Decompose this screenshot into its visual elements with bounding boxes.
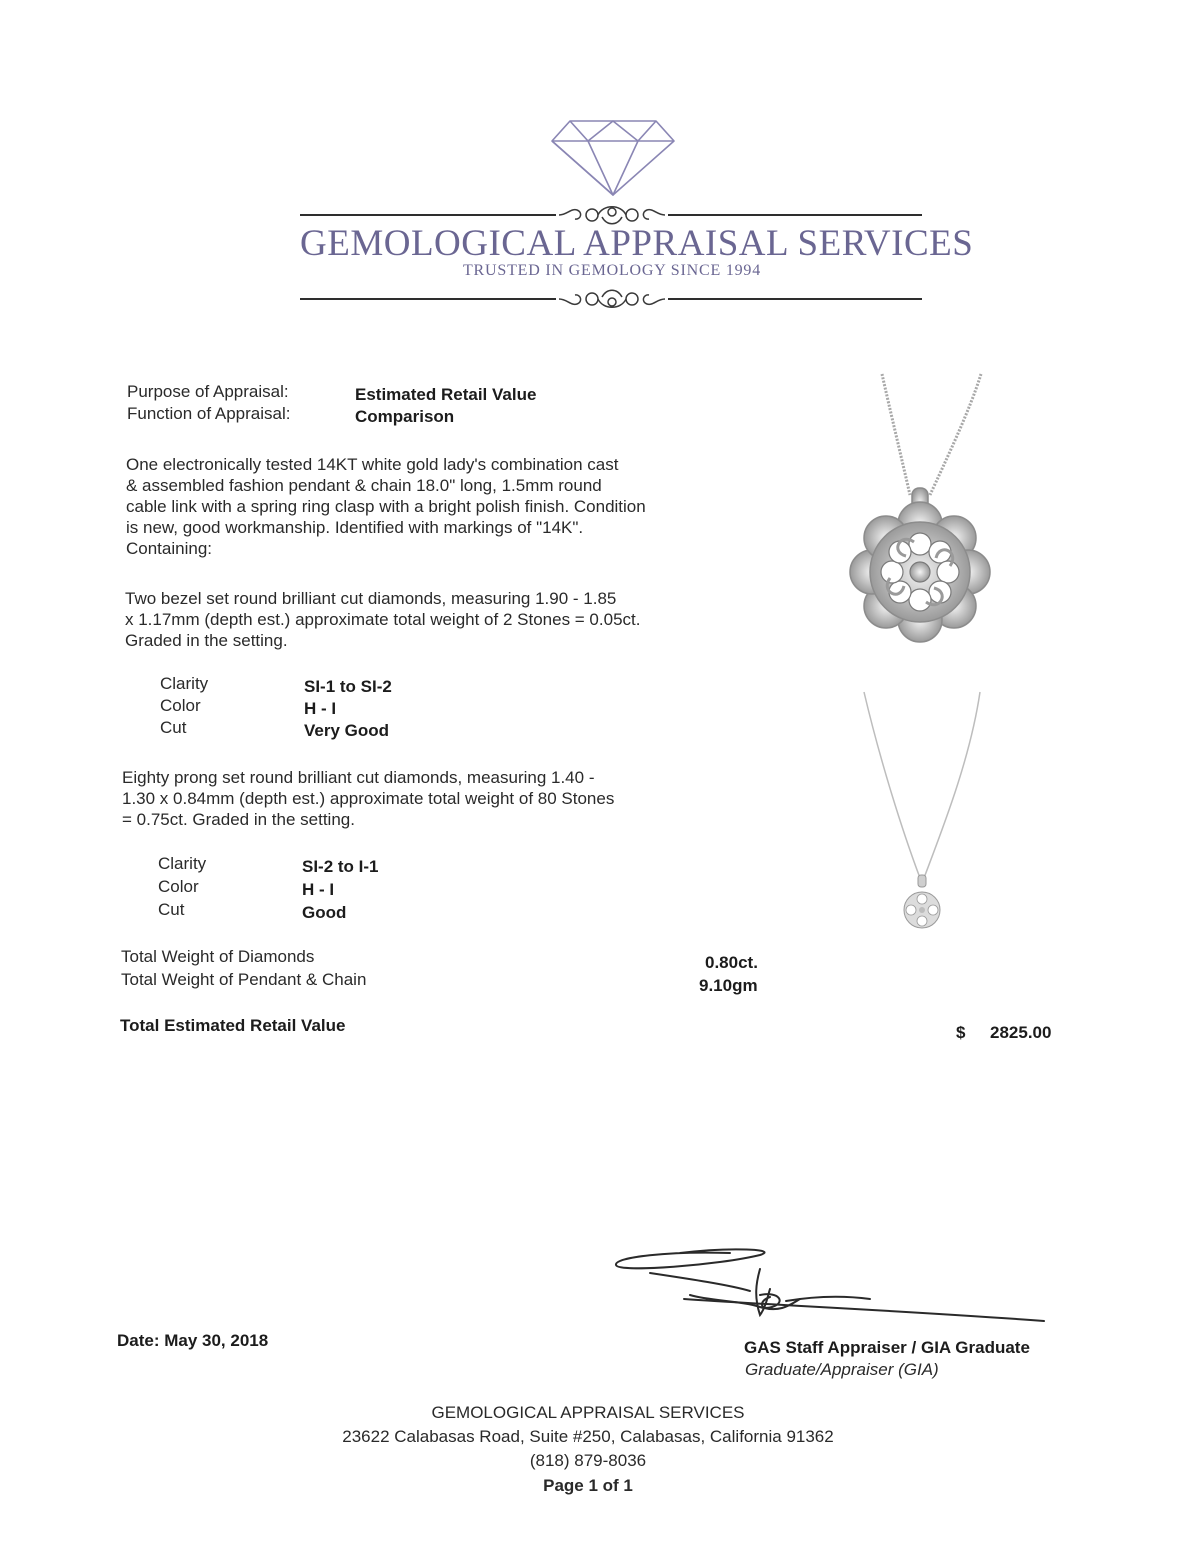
flourish-ornament-icon — [557, 284, 667, 314]
stone-group-2-color-value: H - I — [302, 880, 335, 899]
stone-group-1-description: Two bezel set round brilliant cut diamonds, measuring 1.90 - 1.85 x 1.17mm (depth est.) approximate total weight of 2 Stones = 0.05ct. Graded in the setting. — [125, 589, 641, 650]
header-rule-top-left — [300, 214, 556, 216]
diamond-weight-value: 0.80ct. — [705, 953, 758, 972]
stone-group-1-color-value: H - I — [304, 699, 337, 718]
stone-group-2-description: Eighty prong set round brilliant cut diamonds, measuring 1.40 - 1.30 x 0.84mm (depth est.) approximate total weight of 80 Stones = 0.75ct. Graded in the setting. — [122, 768, 615, 829]
necklace-full-photo — [858, 690, 988, 940]
stone-group-2-color-label: Color — [158, 877, 199, 896]
item-description: One electronically tested 14KT white gold lady's combination cast & assembled fashion pendant & chain 18.0" long, 1.5mm round cable link with a spring ring clasp with a bright polish finish. Condition is new, good workmanship. Identified with markings of "14K". Containing: — [126, 455, 646, 558]
diamond-logo-icon — [548, 115, 678, 197]
stone-group-2-clarity-label: Clarity — [158, 854, 207, 873]
stone-group-1-cut-label: Cut — [160, 718, 187, 737]
header-rule-top-right — [668, 214, 922, 216]
purpose-label: Purpose of Appraisal: — [127, 382, 289, 401]
appraisal-date: Date: May 30, 2018 — [117, 1331, 269, 1350]
company-name: GEMOLOGICAL APPRAISAL SERVICES — [300, 223, 974, 264]
company-tagline: TRUSTED IN GEMOLOGY SINCE 1994 — [462, 262, 762, 279]
appraiser-title: GAS Staff Appraiser / GIA Graduate — [744, 1338, 1030, 1357]
currency-symbol: $ — [956, 1023, 966, 1042]
item-weight-label: Total Weight of Pendant & Chain — [121, 970, 367, 989]
function-label: Function of Appraisal: — [127, 404, 291, 423]
retail-value: 2825.00 — [990, 1023, 1052, 1042]
diamond-weight-label: Total Weight of Diamonds — [121, 947, 315, 966]
footer-company: GEMOLOGICAL APPRAISAL SERVICES — [431, 1403, 745, 1422]
footer-address: 23622 Calabasas Road, Suite #250, Calabasas, California 91362 — [342, 1427, 834, 1446]
header-rule-bottom-right — [668, 298, 922, 300]
stone-group-2-cut-value: Good — [302, 903, 347, 922]
stone-group-1-clarity-label: Clarity — [160, 674, 209, 693]
retail-value-label: Total Estimated Retail Value — [120, 1016, 346, 1035]
function-value: Comparison — [355, 407, 455, 426]
appraiser-credential: Graduate/Appraiser (GIA) — [745, 1360, 939, 1379]
stone-group-2-cut-label: Cut — [158, 900, 185, 919]
stone-group-1-cut-value: Very Good — [304, 721, 390, 740]
stone-group-1-color-label: Color — [160, 696, 201, 715]
item-weight-value: 9.10gm — [699, 976, 758, 995]
stone-group-2-clarity-value: SI-2 to I-1 — [302, 857, 379, 876]
pendant-closeup-photo — [838, 370, 998, 650]
footer-page-number: Page 1 of 1 — [543, 1476, 633, 1495]
appraiser-signature — [610, 1235, 1050, 1330]
footer-phone: (818) 879-8036 — [529, 1451, 647, 1470]
stone-group-1-clarity-value: SI-1 to SI-2 — [304, 677, 392, 696]
header-rule-bottom-left — [300, 298, 556, 300]
purpose-value: Estimated Retail Value — [355, 385, 537, 404]
